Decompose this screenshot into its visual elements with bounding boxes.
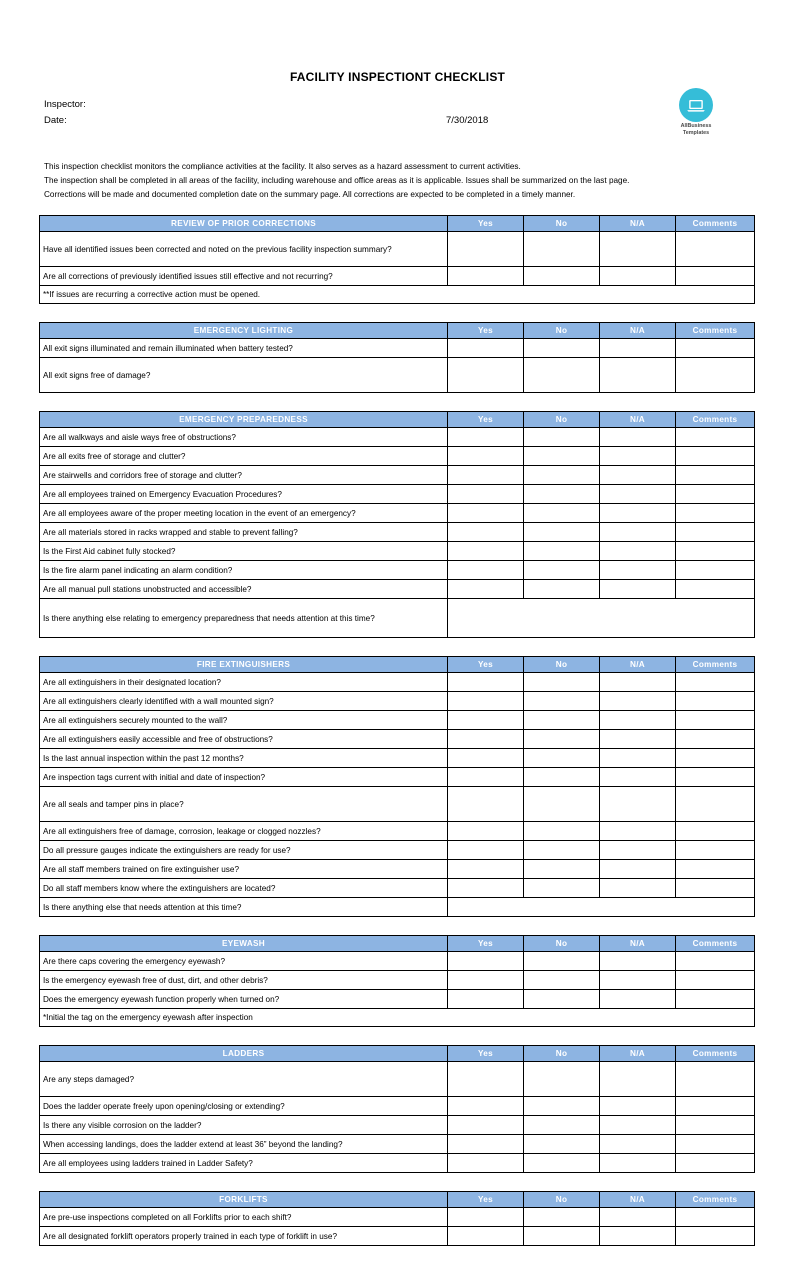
answer-cell-na[interactable] [600,730,676,749]
answer-cell-yes[interactable] [448,1116,524,1135]
question-text: Are all extinguishers free of damage, corrosion, leakage or clogged nozzles? [40,822,448,841]
answer-cell-no[interactable] [524,358,600,393]
checklist-row [40,523,755,542]
answer-cell-na[interactable] [600,542,676,561]
answer-cell-yes[interactable] [448,952,524,971]
answer-cell-comments[interactable] [676,466,755,485]
answer-cell-no[interactable] [524,267,600,286]
section-header-row [40,323,755,339]
answer-cell-na[interactable] [600,1097,676,1116]
question-text: Are all designated forklift operators properly trained in each type of forklift in use? [40,1227,448,1246]
question-text: Is there anything else that needs attention at this time? [40,898,448,917]
answer-cell-yes[interactable] [448,673,524,692]
column-header-comments: Comments [676,216,755,232]
answer-cell-yes[interactable] [448,1227,524,1246]
checklist-section-table [39,411,755,638]
open-answer-cell[interactable] [448,898,755,917]
answer-cell-yes[interactable] [448,267,524,286]
answer-cell-comments[interactable] [676,711,755,730]
answer-cell-comments[interactable] [676,1227,755,1246]
question-text: Does the ladder operate freely upon opening/closing or extending? [40,1097,448,1116]
question-text: Are all extinguishers clearly identified with a wall mounted sign? [40,692,448,711]
answer-cell-no[interactable] [524,485,600,504]
answer-cell-na[interactable] [600,952,676,971]
answer-cell-na[interactable] [600,990,676,1009]
answer-cell-no[interactable] [524,787,600,822]
column-header-no: No [524,657,600,673]
answer-cell-no[interactable] [524,232,600,267]
answer-cell-comments[interactable] [676,428,755,447]
answer-cell-yes[interactable] [448,1208,524,1227]
section-note-text: **If issues are recurring a corrective action must be opened. [40,286,755,304]
checklist-row [40,841,755,860]
answer-cell-yes[interactable] [448,447,524,466]
checklist-row [40,561,755,580]
answer-cell-no[interactable] [524,1135,600,1154]
answer-cell-comments[interactable] [676,879,755,898]
answer-cell-na[interactable] [600,504,676,523]
answer-cell-no[interactable] [524,990,600,1009]
section-note-text: *Initial the tag on the emergency eyewash after inspection [40,1009,755,1027]
answer-cell-na[interactable] [600,768,676,787]
answer-cell-comments[interactable] [676,730,755,749]
column-header-comments: Comments [676,936,755,952]
question-text: Are all walkways and aisle ways free of obstructions? [40,428,448,447]
checklist-row [40,952,755,971]
section-title: EMERGENCY PREPAREDNESS [40,412,448,428]
answer-cell-yes[interactable] [448,971,524,990]
answer-cell-yes[interactable] [448,504,524,523]
answer-cell-yes[interactable] [448,749,524,768]
answer-cell-na[interactable] [600,673,676,692]
question-text: Is the First Aid cabinet fully stocked? [40,542,448,561]
checklist-row [40,428,755,447]
answer-cell-na[interactable] [600,841,676,860]
column-header-na: N/A [600,412,676,428]
answer-cell-na[interactable] [600,1062,676,1097]
checklist-tables [39,215,738,1264]
answer-cell-no[interactable] [524,428,600,447]
answer-cell-comments[interactable] [676,1062,755,1097]
answer-cell-na[interactable] [600,1116,676,1135]
answer-cell-comments[interactable] [676,485,755,504]
answer-cell-no[interactable] [524,580,600,599]
answer-cell-yes[interactable] [448,787,524,822]
question-text: Are there caps covering the emergency eyewash? [40,952,448,971]
checklist-row [40,1227,755,1246]
question-text: Are all corrections of previously identified issues still effective and not recurring? [40,267,448,286]
answer-cell-yes[interactable] [448,523,524,542]
checklist-row [40,730,755,749]
column-header-yes: Yes [448,1046,524,1062]
answer-cell-comments[interactable] [676,768,755,787]
answer-cell-no[interactable] [524,749,600,768]
answer-cell-yes[interactable] [448,466,524,485]
column-header-comments: Comments [676,657,755,673]
section-title: FIRE EXTINGUISHERS [40,657,448,673]
answer-cell-yes[interactable] [448,1097,524,1116]
column-header-yes: Yes [448,323,524,339]
answer-cell-na[interactable] [600,339,676,358]
answer-cell-na[interactable] [600,1227,676,1246]
answer-cell-na[interactable] [600,879,676,898]
column-header-no: No [524,1046,600,1062]
column-header-no: No [524,323,600,339]
checklist-row [40,879,755,898]
checklist-row [40,1154,755,1173]
answer-cell-yes[interactable] [448,730,524,749]
checklist-row [40,971,755,990]
answer-cell-comments[interactable] [676,1097,755,1116]
answer-cell-na[interactable] [600,822,676,841]
checklist-row [40,1135,755,1154]
checklist-section-table [39,1191,755,1246]
answer-cell-no[interactable] [524,841,600,860]
answer-cell-comments[interactable] [676,447,755,466]
column-header-na: N/A [600,323,676,339]
answer-cell-na[interactable] [600,466,676,485]
answer-cell-yes[interactable] [448,711,524,730]
open-question-row [40,599,755,638]
question-text: Are all employees trained on Emergency Evacuation Procedures? [40,485,448,504]
answer-cell-yes[interactable] [448,990,524,1009]
answer-cell-no[interactable] [524,822,600,841]
checklist-row [40,267,755,286]
question-text: Are all employees using ladders trained in Ladder Safety? [40,1154,448,1173]
section-header-row [40,936,755,952]
logo-line-2: Templates [682,130,710,137]
question-text: Are all seals and tamper pins in place? [40,787,448,822]
answer-cell-comments[interactable] [676,1154,755,1173]
column-header-na: N/A [600,657,676,673]
answer-cell-na[interactable] [600,711,676,730]
answer-cell-comments[interactable] [676,749,755,768]
answer-cell-comments[interactable] [676,358,755,393]
checklist-row [40,711,755,730]
answer-cell-no[interactable] [524,952,600,971]
section-note-row [40,286,755,304]
checklist-row [40,447,755,466]
checklist-row [40,504,755,523]
answer-cell-comments[interactable] [676,504,755,523]
answer-cell-no[interactable] [524,971,600,990]
answer-cell-na[interactable] [600,971,676,990]
answer-cell-comments[interactable] [676,841,755,860]
checklist-row [40,1062,755,1097]
question-text: Are all materials stored in racks wrapped and stable to prevent falling? [40,523,448,542]
checklist-row [40,542,755,561]
answer-cell-na[interactable] [600,485,676,504]
allbusiness-templates-logo [668,88,724,136]
answer-cell-na[interactable] [600,523,676,542]
question-text: Are pre-use inspections completed on all Forklifts prior to each shift? [40,1208,448,1227]
answer-cell-no[interactable] [524,673,600,692]
section-header-row [40,657,755,673]
answer-cell-no[interactable] [524,860,600,879]
section-title: EMERGENCY LIGHTING [40,323,448,339]
column-header-yes: Yes [448,1192,524,1208]
answer-cell-yes[interactable] [448,1062,524,1097]
answer-cell-no[interactable] [524,1116,600,1135]
answer-cell-yes[interactable] [448,768,524,787]
column-header-na: N/A [600,1046,676,1062]
answer-cell-na[interactable] [600,1154,676,1173]
checklist-row [40,580,755,599]
answer-cell-na[interactable] [600,860,676,879]
intro-line-1: This inspection checklist monitors the compliance activities at the facility. It also serves as a hazard assessment to current activities. [44,162,521,171]
answer-cell-comments[interactable] [676,232,755,267]
answer-cell-na[interactable] [600,787,676,822]
answer-cell-yes[interactable] [448,822,524,841]
checklist-row [40,673,755,692]
answer-cell-yes[interactable] [448,860,524,879]
question-text: Are inspection tags current with initial and date of inspection? [40,768,448,787]
answer-cell-no[interactable] [524,768,600,787]
laptop-icon [679,88,713,122]
question-text: Are any steps damaged? [40,1062,448,1097]
answer-cell-yes[interactable] [448,692,524,711]
checklist-row [40,990,755,1009]
answer-cell-no[interactable] [524,504,600,523]
column-header-no: No [524,412,600,428]
answer-cell-na[interactable] [600,232,676,267]
answer-cell-no[interactable] [524,339,600,358]
answer-cell-yes[interactable] [448,1135,524,1154]
answer-cell-na[interactable] [600,1208,676,1227]
column-header-comments: Comments [676,1192,755,1208]
answer-cell-no[interactable] [524,1227,600,1246]
question-text: All exit signs illuminated and remain illuminated when battery tested? [40,339,448,358]
checklist-section-table [39,1045,755,1173]
checklist-section-table [39,322,755,393]
answer-cell-no[interactable] [524,692,600,711]
page-title: FACILITY INSPECTIONT CHECKLIST [289,70,506,84]
section-header-row [40,412,755,428]
answer-cell-no[interactable] [524,1208,600,1227]
answer-cell-comments[interactable] [676,561,755,580]
answer-cell-yes[interactable] [448,561,524,580]
answer-cell-comments[interactable] [676,542,755,561]
checklist-row [40,339,755,358]
question-text: Are all employees aware of the proper meeting location in the event of an emergency? [40,504,448,523]
checklist-row [40,1208,755,1227]
intro-line-3: Corrections will be made and documented completion date on the summary page. All corrections are expected to be completed in a timely manner. [44,190,576,200]
question-text: Are stairwells and corridors free of storage and clutter? [40,466,448,485]
answer-cell-comments[interactable] [676,1116,755,1135]
checklist-row [40,466,755,485]
checklist-row [40,749,755,768]
answer-cell-no[interactable] [524,542,600,561]
answer-cell-comments[interactable] [676,1208,755,1227]
question-text: Do all staff members know where the extinguishers are located? [40,879,448,898]
answer-cell-no[interactable] [524,730,600,749]
answer-cell-no[interactable] [524,879,600,898]
intro-paragraph [44,160,734,203]
question-text: Is there anything else relating to emergency preparedness that needs attention at this time? [40,599,448,638]
question-text: Are all manual pull stations unobstructed and accessible? [40,580,448,599]
answer-cell-yes[interactable] [448,841,524,860]
answer-cell-yes[interactable] [448,879,524,898]
section-header-row [40,216,755,232]
question-text: Are all exits free of storage and clutter? [40,447,448,466]
checklist-section-table [39,215,755,304]
answer-cell-na[interactable] [600,692,676,711]
answer-cell-yes[interactable] [448,542,524,561]
answer-cell-comments[interactable] [676,787,755,822]
section-header-row [40,1192,755,1208]
checklist-row [40,860,755,879]
answer-cell-comments[interactable] [676,339,755,358]
answer-cell-comments[interactable] [676,860,755,879]
checklist-row [40,768,755,787]
section-title: EYEWASH [40,936,448,952]
answer-cell-no[interactable] [524,711,600,730]
question-text: When accessing landings, does the ladder extend at least 36” beyond the landing? [40,1135,448,1154]
answer-cell-yes[interactable] [448,580,524,599]
question-text: Are all extinguishers securely mounted to the wall? [40,711,448,730]
answer-cell-no[interactable] [524,523,600,542]
question-text: Have all identified issues been corrected and noted on the previous facility inspection summary? [40,232,448,267]
checklist-row [40,692,755,711]
checklist-row [40,232,755,267]
answer-cell-no[interactable] [524,1062,600,1097]
column-header-no: No [524,216,600,232]
answer-cell-na[interactable] [600,561,676,580]
answer-cell-comments[interactable] [676,822,755,841]
checklist-row [40,1097,755,1116]
question-text: Are all staff members trained on fire extinguisher use? [40,860,448,879]
column-header-na: N/A [600,936,676,952]
answer-cell-yes[interactable] [448,232,524,267]
checklist-section-table [39,656,755,917]
question-text: Is there any visible corrosion on the ladder? [40,1116,448,1135]
answer-cell-no[interactable] [524,1097,600,1116]
answer-cell-yes[interactable] [448,428,524,447]
answer-cell-na[interactable] [600,267,676,286]
answer-cell-yes[interactable] [448,485,524,504]
answer-cell-no[interactable] [524,561,600,580]
answer-cell-comments[interactable] [676,523,755,542]
answer-cell-comments[interactable] [676,580,755,599]
column-header-comments: Comments [676,412,755,428]
inspector-label: Inspector: [44,99,86,110]
answer-cell-comments[interactable] [676,1135,755,1154]
column-header-yes: Yes [448,936,524,952]
logo-line-1: AllBusiness [680,123,712,129]
column-header-yes: Yes [448,216,524,232]
question-text: Are all extinguishers in their designated location? [40,673,448,692]
column-header-na: N/A [600,1192,676,1208]
section-title: REVIEW OF PRIOR CORRECTIONS [40,216,448,232]
checklist-row [40,787,755,822]
answer-cell-no[interactable] [524,1154,600,1173]
answer-cell-yes[interactable] [448,358,524,393]
checklist-row [40,485,755,504]
column-header-no: No [524,936,600,952]
question-text: Do all pressure gauges indicate the extinguishers are ready for use? [40,841,448,860]
section-note-row [40,1009,755,1027]
column-header-comments: Comments [676,323,755,339]
column-header-na: N/A [600,216,676,232]
answer-cell-comments[interactable] [676,990,755,1009]
checklist-row [40,358,755,393]
answer-cell-comments[interactable] [676,971,755,990]
checklist-section-table [39,935,755,1027]
date-label: Date: [44,115,67,126]
checklist-row [40,1116,755,1135]
answer-cell-na[interactable] [600,358,676,393]
question-text: All exit signs free of damage? [40,358,448,393]
answer-cell-no[interactable] [524,447,600,466]
answer-cell-comments[interactable] [676,692,755,711]
column-header-comments: Comments [676,1046,755,1062]
question-text: Is the emergency eyewash free of dust, dirt, and other debris? [40,971,448,990]
answer-cell-na[interactable] [600,580,676,599]
section-title: LADDERS [40,1046,448,1062]
answer-cell-yes[interactable] [448,339,524,358]
column-header-yes: Yes [448,657,524,673]
column-header-yes: Yes [448,412,524,428]
answer-cell-na[interactable] [600,1135,676,1154]
question-text: Are all extinguishers easily accessible and free of obstructions? [40,730,448,749]
date-value: 7/30/2018 [446,115,489,126]
open-question-row [40,898,755,917]
checklist-row [40,822,755,841]
answer-cell-comments[interactable] [676,952,755,971]
answer-cell-na[interactable] [600,428,676,447]
section-title: FORKLIFTS [40,1192,448,1208]
open-answer-cell[interactable] [448,599,755,638]
answer-cell-no[interactable] [524,466,600,485]
question-text: Does the emergency eyewash function properly when turned on? [40,990,448,1009]
question-text: Is the fire alarm panel indicating an alarm condition? [40,561,448,580]
answer-cell-comments[interactable] [676,267,755,286]
section-header-row [40,1046,755,1062]
answer-cell-na[interactable] [600,447,676,466]
inspector-meta [44,97,86,129]
column-header-no: No [524,1192,600,1208]
answer-cell-comments[interactable] [676,673,755,692]
intro-line-2: The inspection shall be completed in all areas of the facility, including warehouse and office areas as it is applicable. Issues shall be summarized on the last page. [44,176,630,186]
answer-cell-yes[interactable] [448,1154,524,1173]
question-text: Is the last annual inspection within the past 12 months? [40,749,448,768]
answer-cell-na[interactable] [600,749,676,768]
